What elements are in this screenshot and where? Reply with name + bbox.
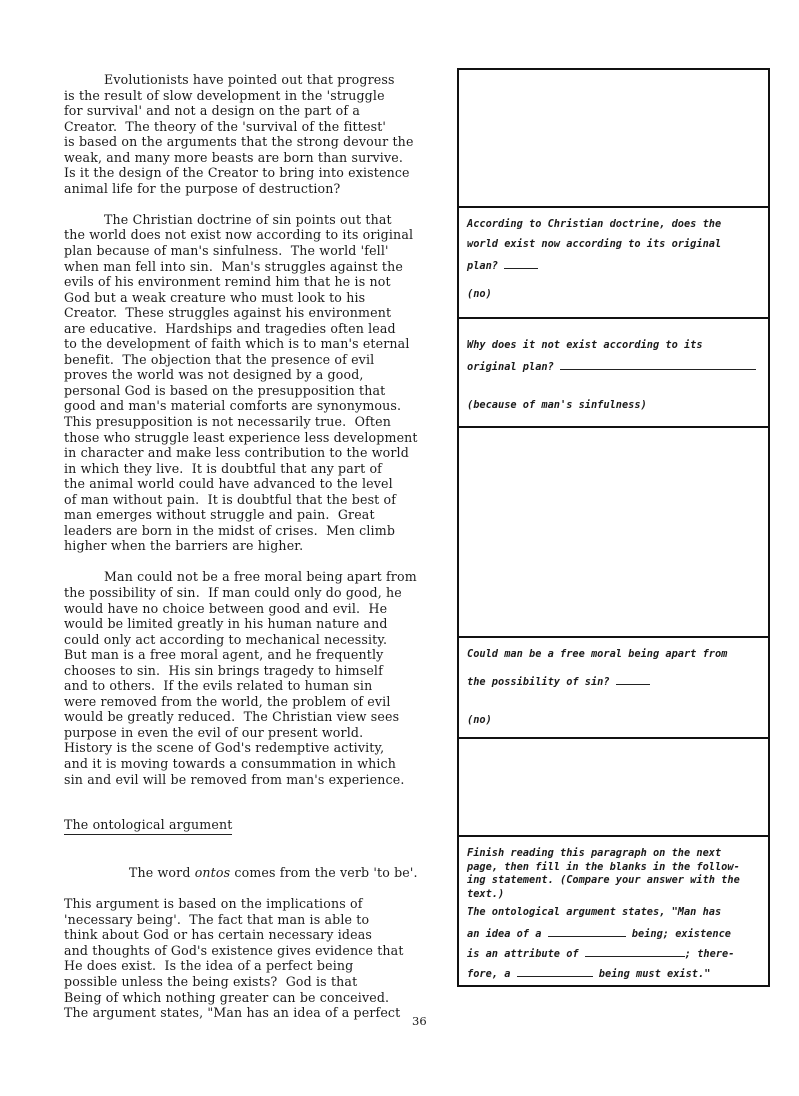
- ontological-lines: [64, 896, 456, 1020]
- q4-blank-3[interactable]: [517, 966, 593, 977]
- q1-answer-blank[interactable]: [504, 258, 538, 269]
- instruction-line: text.): [467, 887, 505, 900]
- text-line: The Christian doctrine of sin points out that: [104, 211, 392, 227]
- text-line: of man without pain. It is doubtful that the best of: [64, 491, 397, 507]
- text-line: would be limited greatly in his human nature and: [64, 616, 388, 632]
- q4-instructions: [467, 847, 762, 901]
- instruction-line: Finish reading this paragraph on the next: [467, 847, 722, 859]
- q4-text: fore, a: [467, 968, 517, 980]
- q4-text: is an attribute of: [467, 948, 585, 960]
- text-line: evils of his environment remind him that he is not: [64, 274, 391, 290]
- text-line: Is it the design of the Creator to bring into existence: [64, 165, 410, 181]
- text-line: History is the scene of God's redemptive activity,: [64, 740, 385, 756]
- text-line: are educative. Hardships and tragedies often lead: [64, 320, 396, 336]
- frame-empty-3: [457, 737, 770, 837]
- instruction-line: page, then fill in the blanks in the follow-: [467, 860, 740, 873]
- q4-statement-line-2: [467, 926, 762, 940]
- q2-answer: (because of man's sinfulness): [467, 399, 647, 411]
- text-line: those who struggle least experience less development: [64, 429, 418, 445]
- q4-statement-line-3: [467, 946, 762, 960]
- text-line: personal God is based on the presupposition that: [64, 382, 386, 398]
- text-line: for survival' and not a design on the part of a: [64, 103, 361, 119]
- text-line: Evolutionists have pointed out that progress: [104, 72, 395, 87]
- frame-question-free-moral: [457, 636, 770, 739]
- text-line: possible unless the being exists? God is that: [64, 973, 358, 989]
- ontos-line-start: The word: [128, 865, 195, 881]
- q3-answer: (no): [467, 714, 492, 726]
- text-line: This presupposition is not necessarily true. Often: [64, 413, 391, 429]
- q2-prompt: original plan?: [467, 361, 560, 373]
- frame-question-ontological: [457, 835, 770, 987]
- q1-answer: (no): [467, 288, 492, 300]
- text-line: think about God or has certain necessary ideas: [64, 927, 372, 943]
- q2-answer-blank[interactable]: [560, 359, 756, 370]
- q2-line-2: [467, 359, 762, 373]
- text-line: The argument states, "Man has an idea of a perfect: [64, 1005, 401, 1021]
- text-line: and thoughts of God's existence gives evidence that: [64, 942, 404, 958]
- text-line: benefit. The objection that the presence of evil: [64, 351, 375, 367]
- paragraph-free-moral-being: [64, 569, 456, 787]
- text-line: This argument is based on the implications of: [64, 896, 363, 912]
- q3-answer-blank[interactable]: [616, 674, 650, 685]
- frame-question-original-plan: [457, 206, 770, 319]
- q3-line-1: Could man be a free moral being apart from: [467, 648, 728, 660]
- text-line: the animal world could have advanced to the level: [64, 476, 393, 492]
- text-line: good and man's material comforts are synonymous.: [64, 398, 402, 414]
- text-line: But man is a free moral agent, and he frequently: [64, 647, 384, 663]
- text-line: the world does not exist now according to its original: [64, 227, 414, 243]
- text-line: animal life for the purpose of destruction?: [64, 180, 341, 196]
- text-line: could only act according to mechanical necessity.: [64, 631, 388, 647]
- text-line: and to others. If the evils related to human sin: [64, 678, 373, 694]
- text-line: man emerges without struggle and pain. Great: [64, 507, 375, 523]
- q3-prompt: the possibility of sin?: [467, 676, 616, 688]
- text-line: in character and make less contribution to the world: [64, 445, 409, 461]
- frame-empty-1: [457, 68, 770, 208]
- q4-statement-line-1: The ontological argument states, "Man has: [467, 906, 722, 918]
- page-number: 36: [412, 1014, 427, 1028]
- q4-text: an idea of a: [467, 928, 548, 940]
- text-line: would have no choice between good and evil. He: [64, 600, 388, 616]
- text-line: the possibility of sin. If man could only do good, he: [64, 584, 402, 600]
- text-line: Creator. The theory of the 'survival of the fittest': [64, 118, 387, 134]
- text-line: proves the world was not designed by a good,: [64, 367, 364, 383]
- q4-text: ; there-: [684, 948, 735, 960]
- ontos-line-end: comes from the verb 'to be'.: [230, 865, 418, 881]
- ontos-term: ontos: [194, 865, 231, 881]
- text-line: and it is moving towards a consummation in which: [64, 755, 397, 771]
- instruction-line: ing statement. (Compare your answer with the: [467, 874, 740, 886]
- text-line: to the development of faith which is to man's eternal: [64, 336, 410, 352]
- text-line: higher when the barriers are higher.: [64, 538, 304, 554]
- text-line: in which they live. It is doubtful that any part of: [64, 460, 382, 476]
- paragraph-evolution: [64, 72, 456, 196]
- text-line: 'necessary being'. The fact that man is able to: [64, 911, 370, 927]
- text-line: weak, and many more beasts are born than survive.: [64, 149, 403, 165]
- text-line: chooses to sin. His sin brings tragedy to himself: [64, 662, 383, 678]
- q1-prompt: plan?: [467, 260, 505, 272]
- q4-text: being; existence: [625, 928, 731, 940]
- q2-line-1: Why does it not exist according to its: [467, 339, 703, 351]
- text-line: when man fell into sin. Man's struggles against the: [64, 258, 403, 274]
- text-line: is the result of slow development in the 'struggle: [64, 87, 385, 103]
- frame-empty-2: [457, 426, 770, 638]
- text-line: God but a weak creature who must look to his: [64, 289, 366, 305]
- q4-text: being must exist.": [592, 968, 711, 980]
- text-line: would be greatly reduced. The Christian view sees: [64, 709, 400, 725]
- q1-line-1: According to Christian doctrine, does the: [467, 218, 722, 230]
- frame-question-why: [457, 317, 770, 428]
- text-line: Being of which nothing greater can be conceived.: [64, 989, 390, 1005]
- paragraph-ontological: [64, 850, 456, 1052]
- text-line: He does exist. Is the idea of a perfect being: [64, 958, 354, 974]
- section-heading: The ontological argument: [64, 817, 232, 835]
- q4-statement-line-4: [467, 966, 762, 980]
- text-line: leaders are born in the midst of crises. Men climb: [64, 522, 396, 538]
- main-text-column: [64, 72, 456, 1052]
- text-line: purpose in even the evil of our present world.: [64, 724, 364, 740]
- text-line: is based on the arguments that the strong devour the: [64, 134, 414, 150]
- text-line: Creator. These struggles against his environment: [64, 305, 392, 321]
- paragraph-christian-doctrine: [64, 212, 456, 554]
- q1-line-3: [467, 258, 762, 272]
- text-line: sin and evil will be removed from man's experience.: [64, 771, 405, 787]
- q4-blank-1[interactable]: [548, 926, 626, 937]
- text-line: Man could not be a free moral being apart from: [104, 569, 417, 585]
- q1-line-2: world exist now according to its original: [467, 238, 722, 250]
- text-line: plan because of man's sinfulness. The world 'fell': [64, 242, 389, 258]
- text-line: were removed from the world, the problem of evil: [64, 693, 391, 709]
- q3-line-2: [467, 674, 762, 688]
- q4-blank-2[interactable]: [585, 946, 685, 957]
